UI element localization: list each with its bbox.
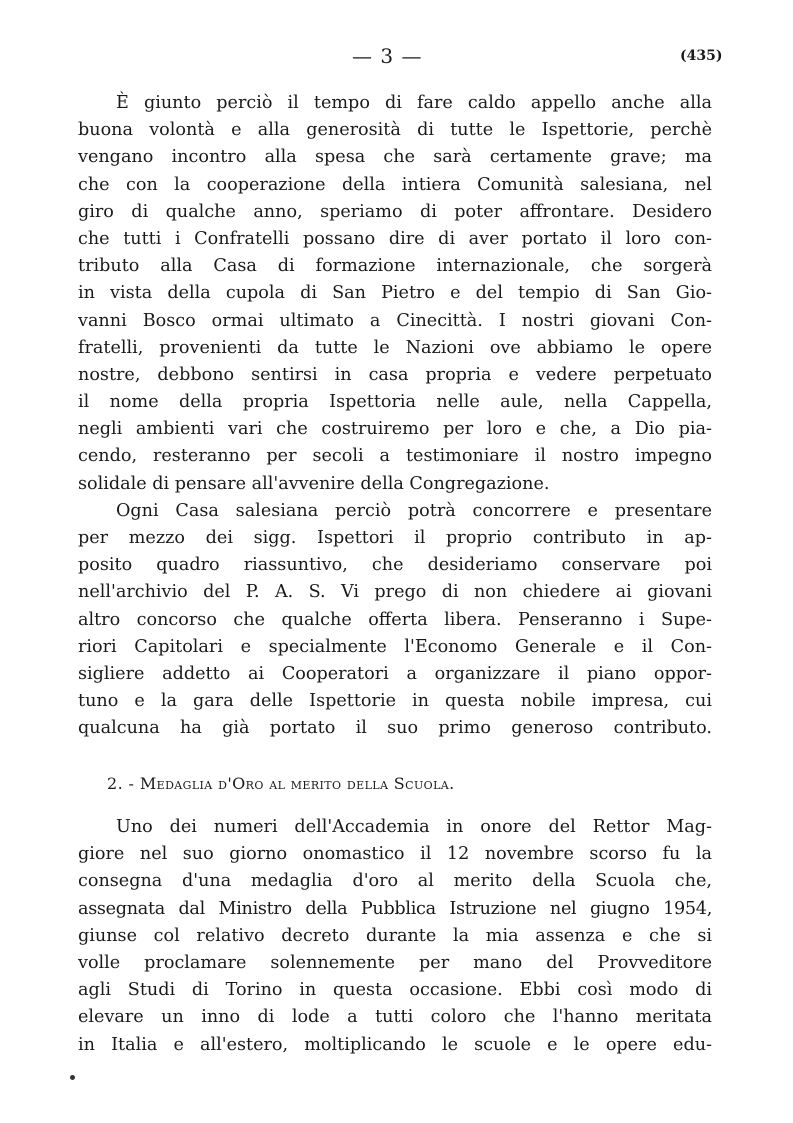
text-line: tributo alla Casa di formazione internazionale, che sorgerà: [78, 256, 712, 277]
text-line: nostre, debbono sentirsi in casa propria e vedere perpetuato: [78, 364, 712, 385]
text-line: giro di qualche anno, speriamo di poter affrontare. Desidero: [78, 201, 712, 222]
text-line: elevare un inno di lode a tutti coloro che l'hanno meritata: [78, 1007, 712, 1028]
section-2-body: [78, 814, 712, 1059]
text-line: agli Studi di Torino in questa occasione. Ebbi così modo di: [78, 980, 712, 1001]
text-line: qualcuna ha già portato il suo primo generoso contributo.: [78, 718, 712, 739]
ink-dot-mark: [70, 1075, 75, 1080]
text-line: consegna d'una medaglia d'oro al merito della Scuola che,: [78, 871, 712, 892]
text-line: che con la cooperazione della intiera Comunità salesiana, nel: [78, 174, 712, 195]
text-line: tuno e la gara delle Ispettorie in questa nobile impresa, cui: [78, 691, 712, 712]
section-number: 2. -: [107, 774, 135, 793]
text-line: giunse col relativo decreto durante la mia assenza e che si: [78, 925, 712, 946]
text-line: volle proclamare solennemente per mano del Provveditore: [78, 952, 712, 973]
text-line: altro concorso che qualche offerta libera. Penseranno i Supe-: [78, 609, 712, 630]
text-line: Uno dei numeri dell'Accademia in onore del Rettor Mag-: [116, 817, 712, 837]
text-line: il nome della propria Ispettoria nelle aule, nella Cappella,: [78, 392, 712, 413]
paragraph-medaglia: [78, 814, 712, 1059]
text-line: giore nel suo giorno onomastico il 12 novembre scorso fu la: [78, 844, 712, 865]
text-line: Ogni Casa salesiana perciò potrà concorrere e presentare: [116, 500, 712, 521]
page-reference-number: (435): [680, 48, 723, 64]
page-number: — 3 —: [352, 44, 423, 68]
text-line: in vista della cupola di San Pietro e del tempio di San Gio-: [78, 283, 712, 304]
text-line: posito quadro riassuntivo, che desideriamo conservare poi: [78, 555, 712, 576]
text-line: cendo, resteranno per secoli a testimoniare il nostro impegno: [78, 446, 712, 467]
text-line: che tutti i Confratelli possano dire di aver portato il loro con-: [78, 228, 712, 249]
text-line: nell'archivio del P. A. S. Vi prego di non chiedere ai giovani: [78, 582, 712, 603]
text-line: buona volontà e alla generosità di tutte le Ispettorie, perchè: [78, 120, 712, 141]
text-line: solidale di pensare all'avvenire della Congregazione.: [78, 473, 550, 494]
page-header: [0, 44, 793, 72]
section-1-body: [78, 90, 712, 743]
text-line: assegnata dal Ministro della Pubblica Istruzione nel giugno 1954,: [78, 898, 712, 919]
text-line: È giunto perciò il tempo di fare caldo appello anche alla: [116, 93, 712, 113]
paragraph-contributo: [78, 498, 712, 743]
text-line: vanni Bosco ormai ultimato a Cinecittà. I nostri giovani Con-: [78, 310, 712, 331]
text-line: vengano incontro alla spesa che sarà certamente grave; ma: [78, 147, 712, 168]
section-heading: [107, 774, 455, 793]
text-line: per mezzo dei sigg. Ispettori il proprio contributo in ap-: [78, 528, 712, 548]
text-line: negli ambienti vari che costruiremo per loro e che, a Dio pia-: [78, 419, 712, 440]
text-line: riori Capitolari e specialmente l'Economo Generale e il Con-: [78, 636, 712, 657]
text-line: in Italia e all'estero, moltiplicando le scuole e le opere edu-: [78, 1034, 712, 1055]
text-line: fratelli, provenienti da tutte le Nazioni ove abbiamo le opere: [78, 337, 712, 358]
section-title: Medaglia d'Oro al merito della Scuola.: [139, 774, 455, 793]
paragraph-appello: [78, 90, 712, 498]
text-line: sigliere addetto ai Cooperatori a organizzare il piano oppor-: [78, 663, 712, 684]
